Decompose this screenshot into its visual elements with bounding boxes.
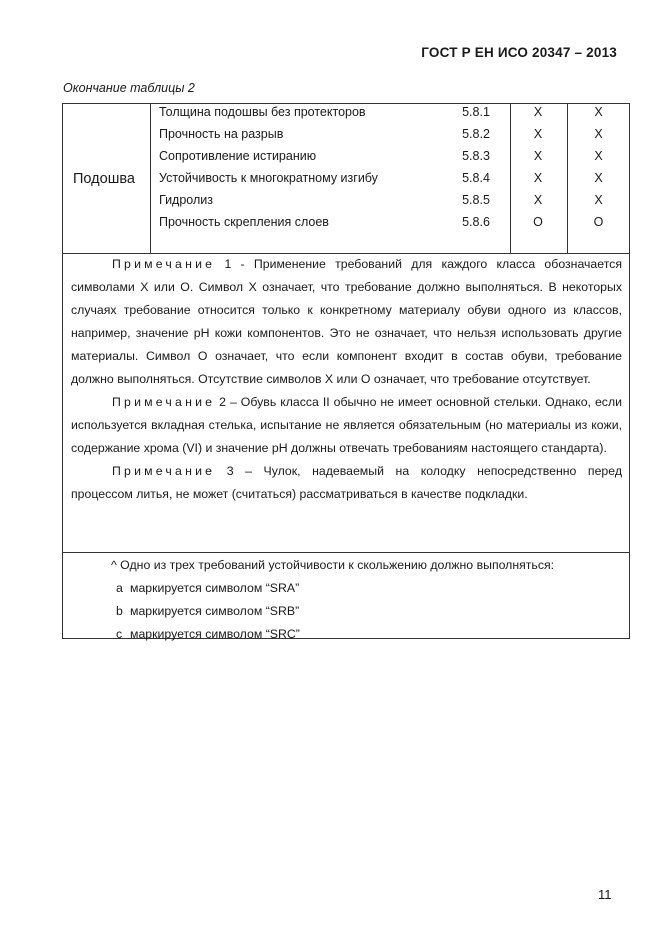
footnote-text: ^ Одно из трех требований устойчивости к скольжению должно выполняться: [111,558,555,572]
property-name: Прочность скрепления слоев [159,215,329,229]
class-1-mark: X [533,149,543,163]
property-name: Устойчивость к многократному изгибу [159,171,378,185]
footnote-item-text: маркируется символом “SRA” [130,581,300,595]
note-1 [71,253,622,391]
table-row [63,214,629,236]
class-2-mark: X [594,127,603,141]
clause-number: 5.8.6 [462,215,490,229]
class-1-mark: X [533,105,543,119]
class-2-mark: X [594,105,603,119]
property-name: Толщина подошвы без протекторов [159,105,366,119]
class-1-mark: X [533,171,543,185]
group-label: Подошва [73,171,135,187]
table-row [63,170,629,192]
footnote-item [63,577,629,600]
class-2-mark: X [594,171,603,185]
note-label: Примечание [112,464,216,478]
clause-number: 5.8.3 [462,149,490,163]
footnote-item [63,600,629,623]
property-name: Прочность на разрыв [159,127,284,141]
clause-number: 5.8.2 [462,127,490,141]
footnote-letter: b [116,604,123,618]
class-1-mark: O [533,215,543,229]
table-row [63,148,629,170]
note-label: Примечание [112,257,216,271]
note-2 [71,391,622,460]
note-text: 1 - Применение требований для каждого класса обозначается символами X или O. Символ X означает, что требование должно выполняться. В некоторых случаях требование относится только к конкретному материалу обуви одного из классов, например, значение pH кожи компонентов. Это не означает, что нельзя использовать другие материалы. Символ О означает, что если компонент входит в состав обуви, требование должно выполняться. Отсутствие символов X или O означает, что требование отсутствует. [71,257,622,386]
requirements-table [62,103,630,639]
footnote-letter: c [116,627,123,641]
table-caption: Окончание таблицы 2 [63,81,195,95]
class-2-mark: X [594,149,603,163]
table-row [63,126,629,148]
note-text: 2 – Обувь класса II обычно не имеет основной стельки. Однако, если используется вкладная стелька, испытание не является обязательным (но материалы из кожи, содержание хрома (VI) и значение pH должны отвечать требованиям настоящего стандарта). [71,395,622,455]
clause-number: 5.8.5 [462,193,490,207]
row-divider [63,552,629,553]
footnote-item [63,623,629,646]
footnote-letter: a [116,581,123,595]
table-row [63,104,629,126]
property-name: Сопротивление истиранию [159,149,317,163]
clause-number: 5.8.1 [462,105,490,119]
note-3 [71,460,622,506]
class-1-mark: X [533,193,543,207]
document-code: ГОСТ Р ЕН ИСО 20347 – 2013 [421,45,617,60]
clause-number: 5.8.4 [462,171,490,185]
footnote-item-text: маркируется символом “SRC” [130,627,300,641]
footnote-item-text: маркируется символом “SRB” [130,604,300,618]
page-number: 11 [598,887,612,902]
class-1-mark: X [533,127,543,141]
notes-section [71,253,622,506]
property-name: Гидролиз [159,193,213,207]
class-2-mark: O [593,215,604,229]
note-label: Примечание [112,395,216,409]
class-2-mark: X [594,193,603,207]
note-text: 3 – Чулок, надеваемый на колодку непосредственно перед процессом литья, не может (считаться) рассматриваться в качестве подкладки. [71,464,622,501]
footnote-section [63,554,629,646]
table-row [63,192,629,214]
